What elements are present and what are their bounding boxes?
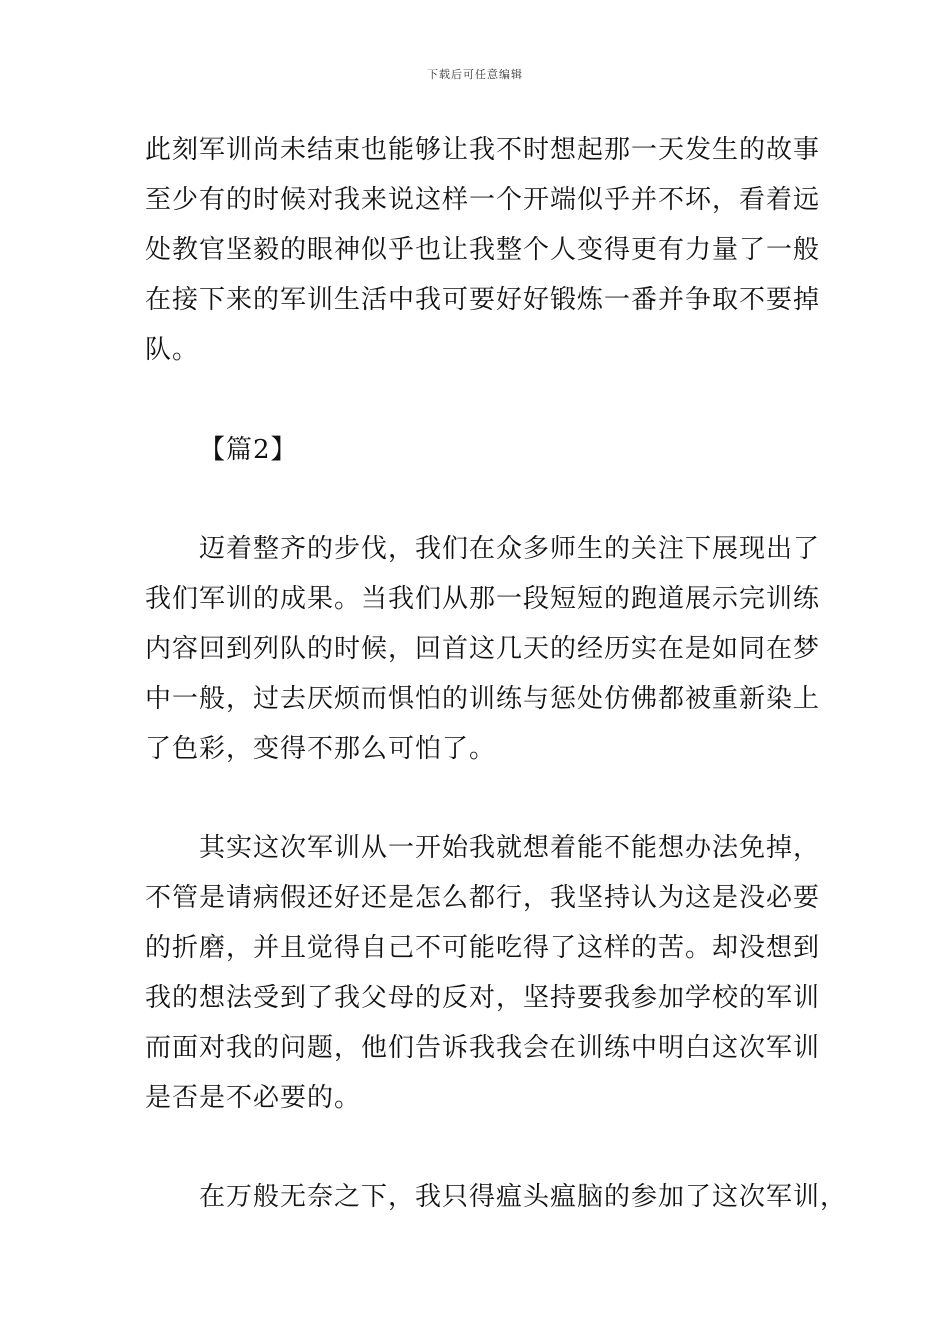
section-heading: 【篇2】 <box>199 435 298 465</box>
paragraph-line: 内容回到列队的时候，回首这几天的经历实在是如同在梦 <box>145 634 821 664</box>
paragraph-line: 我们军训的成果。当我们从那一段短短的跑道展示完训练 <box>145 584 821 614</box>
paragraph-line: 队。 <box>145 335 200 365</box>
paragraph-line: 在万般无奈之下，我只得瘟头瘟脑的参加了这次军训， <box>199 1182 848 1212</box>
paragraph-line: 在接下来的军训生活中我可要好好锻炼一番并争取不要掉 <box>145 285 821 315</box>
paragraph-line: 中一般，过去厌烦而惧怕的训练与惩处仿佛都被重新染上 <box>145 684 821 714</box>
paragraph-line: 此刻军训尚未结束也能够让我不时想起那一天发生的故事 <box>145 135 821 165</box>
paragraph-line: 是否是不必要的。 <box>145 1083 362 1113</box>
paragraph-line: 我的想法受到了我父母的反对，坚持要我参加学校的军训 <box>145 983 821 1013</box>
paragraph-line: 其实这次军训从一开始我就想着能不能想办法免掉， <box>199 833 821 863</box>
paragraph-line: 至少有的时候对我来说这样一个开端似乎并不坏，看着远 <box>145 185 821 215</box>
paragraph-line: 了色彩，变得不那么可怕了。 <box>145 734 497 764</box>
paragraph-line: 的折磨，并且觉得自己不可能吃得了这样的苦。却没想到 <box>145 933 821 963</box>
paragraph-line: 不管是请病假还好还是怎么都行，我坚持认为这是没必要 <box>145 883 821 913</box>
paragraph-line: 处教官坚毅的眼神似乎也让我整个人变得更有力量了一般 <box>145 235 821 265</box>
paragraph-line: 迈着整齐的步伐，我们在众多师生的关注下展现出了 <box>199 534 821 564</box>
header-note: 下载后可任意编辑 <box>427 68 523 81</box>
paragraph-line: 而面对我的问题，他们告诉我我会在训练中明白这次军训 <box>145 1033 821 1063</box>
